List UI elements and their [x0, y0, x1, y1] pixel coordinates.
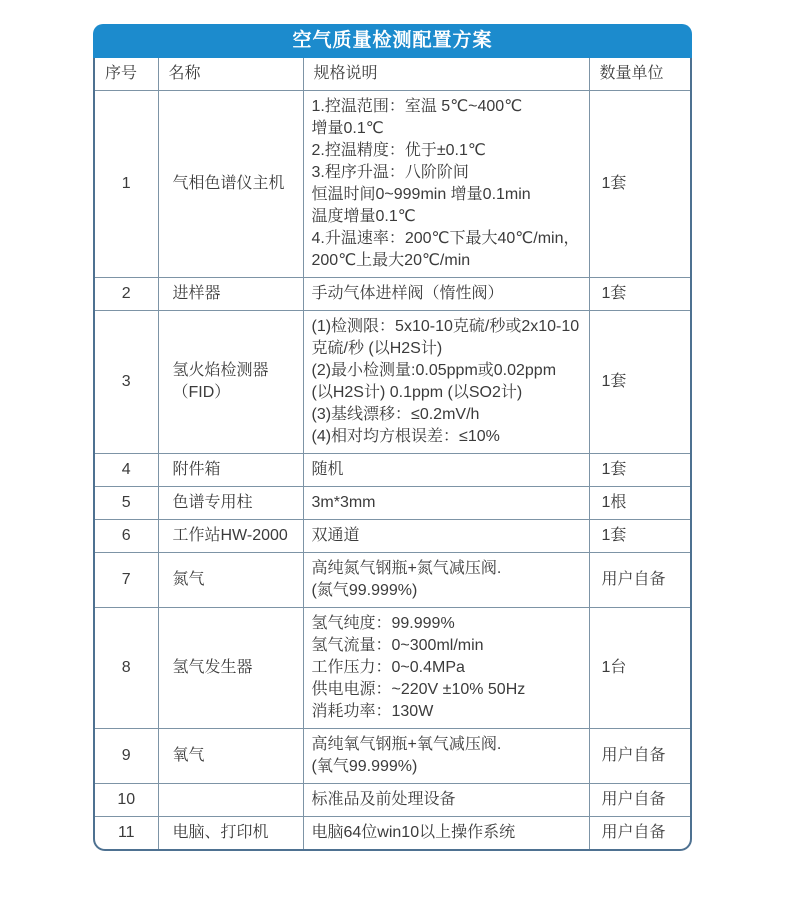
item-spec-cell	[303, 784, 589, 817]
row-number-cell: 4	[95, 454, 158, 487]
item-quantity-cell: 1套	[589, 311, 690, 454]
item-spec-cell	[303, 487, 589, 520]
item-spec-cell	[303, 454, 589, 487]
table-row	[95, 520, 690, 553]
item-spec-cell	[303, 729, 589, 784]
table-row	[95, 311, 690, 454]
item-quantity-cell: 1根	[589, 487, 690, 520]
column-header-name: 名称	[158, 58, 303, 91]
item-name-cell: 电脑、打印机	[158, 817, 303, 850]
spec-line: 高纯氧气钢瓶+氧气减压阀.	[311, 736, 502, 753]
row-number-cell: 9	[95, 729, 158, 784]
spec-line: 克硫/秒 (以H2S计)	[311, 340, 443, 357]
item-spec-cell	[303, 278, 589, 311]
item-spec-cell	[303, 817, 589, 850]
spec-line: (3)基线漂移：≤0.2mV/h	[311, 406, 480, 423]
table-row	[95, 278, 690, 311]
spec-line: 供电电源：~220V ±10% 50Hz	[311, 681, 526, 698]
item-spec-cell	[303, 311, 589, 454]
spec-table-container	[93, 58, 692, 851]
item-quantity-cell: 用户自备	[589, 729, 690, 784]
table-row	[95, 91, 690, 278]
item-spec-cell	[303, 553, 589, 608]
column-header-qty: 数量单位	[589, 58, 690, 91]
item-name-cell: 进样器	[158, 278, 303, 311]
item-spec-cell	[303, 91, 589, 278]
spec-line: 手动气体进样阀（惰性阀）	[311, 285, 504, 302]
spec-line: 恒温时间0~999min 增量0.1min	[311, 186, 531, 203]
row-number-cell: 10	[95, 784, 158, 817]
spec-line: 200℃上最大20℃/min	[311, 252, 471, 269]
spec-line: 增量0.1℃	[311, 120, 384, 137]
item-name-cell: 氢气发生器	[158, 608, 303, 729]
spec-line: 1.控温范围：室温 5℃~400℃	[311, 98, 523, 115]
spec-line: 高纯氮气钢瓶+氮气减压阀.	[311, 560, 502, 577]
item-name-cell: 氮气	[158, 553, 303, 608]
spec-line: 氢气流量：0~300ml/min	[311, 637, 484, 654]
table-row	[95, 729, 690, 784]
spec-line: (氧气99.999%)	[311, 758, 418, 775]
item-quantity-cell: 1套	[589, 520, 690, 553]
item-quantity-cell: 用户自备	[601, 824, 666, 841]
table-body	[95, 91, 690, 850]
column-header-spec: 规格说明	[303, 58, 589, 91]
row-number-cell: 7	[95, 553, 158, 608]
item-quantity-cell: 用户自备	[589, 553, 690, 608]
column-header-no: 序号	[95, 58, 158, 91]
row-number-cell: 8	[95, 608, 158, 729]
spec-line: 随机	[311, 461, 344, 478]
table-row	[95, 454, 690, 487]
spec-line: (1)检测限：5x10-10克硫/秒或2x10-10	[311, 318, 580, 335]
table-row	[95, 784, 690, 817]
row-number-cell: 6	[95, 520, 158, 553]
spec-line: 工作压力：0~0.4MPa	[311, 659, 465, 676]
spec-line: 3.程序升温：八阶阶间	[311, 164, 469, 181]
table-title: 空气质量检测配置方案	[93, 24, 692, 58]
spec-line: 双通道	[311, 527, 360, 544]
item-quantity-cell: 1套	[589, 454, 690, 487]
table-row	[95, 817, 690, 850]
spec-table	[95, 58, 690, 849]
item-quantity-cell: 1套	[589, 91, 690, 278]
item-name-cell: 气相色谱仪主机	[158, 91, 303, 278]
spec-line: (4)相对均方根误差：≤10%	[311, 428, 500, 445]
item-spec-cell	[303, 520, 589, 553]
row-number-cell: 2	[95, 278, 158, 311]
item-name-cell: 工作站HW-2000	[158, 520, 303, 553]
spec-line: 氢气纯度：99.999%	[311, 615, 455, 632]
item-name-cell: 氧气	[158, 729, 303, 784]
item-quantity-cell: 1台	[589, 608, 690, 729]
spec-line: (2)最小检测量:0.05ppm或0.02ppm	[311, 362, 557, 379]
item-name-cell	[158, 784, 303, 817]
row-number-cell: 3	[95, 311, 158, 454]
spec-line: 4.升温速率：200℃下最大40℃/min，	[311, 230, 580, 247]
row-number-cell: 11	[95, 817, 158, 850]
item-name-cell: 氢火焰检测器（FID）	[158, 311, 303, 454]
spec-line: 3m*3mm	[311, 494, 376, 511]
spec-line: (氮气99.999%)	[311, 582, 418, 599]
row-number-cell: 5	[95, 487, 158, 520]
item-name-cell: 附件箱	[158, 454, 303, 487]
row-number-cell: 1	[95, 91, 158, 278]
table-row	[95, 608, 690, 729]
header-row	[95, 58, 690, 91]
spec-line: (以H2S计) 0.1ppm (以SO2计)	[311, 384, 523, 401]
table-row	[95, 487, 690, 520]
table-row	[95, 553, 690, 608]
spec-line: 温度增量0.1℃	[311, 208, 416, 225]
spec-line: 电脑64位win10以上操作系统	[311, 824, 516, 841]
config-plan-card	[93, 24, 692, 851]
spec-line: 2.控温精度：优于±0.1℃	[311, 142, 486, 159]
spec-line: 消耗功率：130W	[311, 703, 434, 720]
item-quantity-cell: 1套	[589, 278, 690, 311]
item-name-cell: 色谱专用柱	[158, 487, 303, 520]
spec-line: 标准品及前处理设备	[311, 791, 456, 808]
item-spec-cell	[303, 608, 589, 729]
item-quantity-cell: 用户自备	[589, 784, 690, 817]
